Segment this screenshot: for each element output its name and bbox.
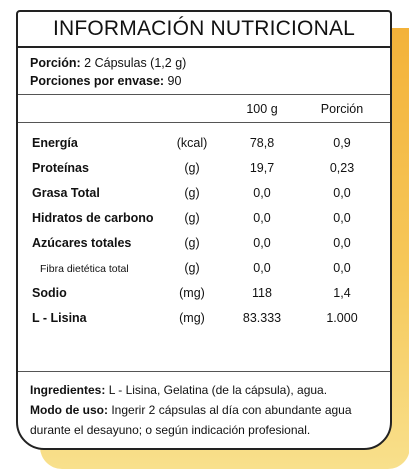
table-row xyxy=(18,156,390,181)
nutrient-unit: (mg) xyxy=(179,311,205,325)
nutrient-unit: (g) xyxy=(184,186,200,200)
nutrient-value-portion: 0,0 xyxy=(333,236,351,250)
nutrient-value-100g: 78,8 xyxy=(249,136,275,150)
per-pack-label: Porciones por envase: xyxy=(30,74,165,88)
nutrient-value-portion: 0,0 xyxy=(333,261,351,275)
nutrient-unit: (mg) xyxy=(179,286,205,300)
portion-label: Porción: xyxy=(30,56,81,70)
ingredients-line xyxy=(30,380,378,400)
table-row xyxy=(18,281,390,306)
usage-line xyxy=(30,400,378,440)
nutrient-value-100g: 0,0 xyxy=(253,236,271,250)
nutrient-unit: (kcal) xyxy=(176,136,208,150)
nutrient-value-portion: 0,23 xyxy=(329,161,355,175)
nutrient-name: Sodio xyxy=(32,286,67,300)
ingredients-section xyxy=(18,372,390,440)
nutrient-value-100g: 0,0 xyxy=(253,261,271,275)
ingredients-text: L - Lisina, Gelatina (de la cápsula), agua. xyxy=(105,383,328,397)
nutrient-value-portion: 1,4 xyxy=(333,286,351,300)
nutrient-name: Fibra dietética total xyxy=(40,263,129,275)
nutrient-name: Energía xyxy=(32,136,78,150)
per-pack-line xyxy=(30,72,378,90)
nutrient-value-100g: 0,0 xyxy=(253,211,271,225)
table-row xyxy=(18,256,390,281)
usage-text: Ingerir 2 cápsulas al día con abundante agua durante el desayuno; o según indicación profesional. xyxy=(30,403,352,437)
table-row xyxy=(18,306,390,331)
portion-line xyxy=(30,54,378,72)
nutrient-table xyxy=(18,123,390,372)
usage-label: Modo de uso: xyxy=(30,403,108,417)
nutrient-name: L - Lisina xyxy=(32,311,87,325)
label-title: INFORMACIÓN NUTRICIONAL xyxy=(18,12,390,48)
nutrient-value-portion: 0,9 xyxy=(333,136,351,150)
nutrient-name: Grasa Total xyxy=(32,186,100,200)
nutrition-label xyxy=(16,10,392,450)
ingredients-label: Ingredientes: xyxy=(30,383,106,397)
nutrient-unit: (g) xyxy=(184,261,200,275)
table-row xyxy=(18,181,390,206)
nutrient-value-100g: 83.333 xyxy=(242,311,282,325)
portion-info xyxy=(18,48,390,95)
nutrient-unit: (g) xyxy=(184,161,200,175)
nutrient-value-portion: 1.000 xyxy=(326,311,358,325)
portion-value: 2 Cápsulas (1,2 g) xyxy=(80,56,187,70)
nutrient-value-portion: 0,0 xyxy=(333,211,351,225)
table-row xyxy=(18,131,390,156)
nutrient-unit: (g) xyxy=(184,236,200,250)
nutrient-name: Proteínas xyxy=(32,161,89,175)
nutrient-value-100g: 0,0 xyxy=(253,186,271,200)
table-row xyxy=(18,231,390,256)
column-100g: 100 g xyxy=(246,102,278,116)
column-portion: Porción xyxy=(320,102,364,116)
nutrient-value-100g: 19,7 xyxy=(249,161,275,175)
column-header xyxy=(18,95,390,123)
nutrient-value-100g: 118 xyxy=(252,286,272,300)
nutrient-name: Azúcares totales xyxy=(32,236,132,250)
table-row xyxy=(18,206,390,231)
nutrient-name: Hidratos de carbono xyxy=(32,211,154,225)
nutrient-value-portion: 0,0 xyxy=(333,186,351,200)
per-pack-value: 90 xyxy=(164,74,182,88)
nutrient-unit: (g) xyxy=(184,211,200,225)
